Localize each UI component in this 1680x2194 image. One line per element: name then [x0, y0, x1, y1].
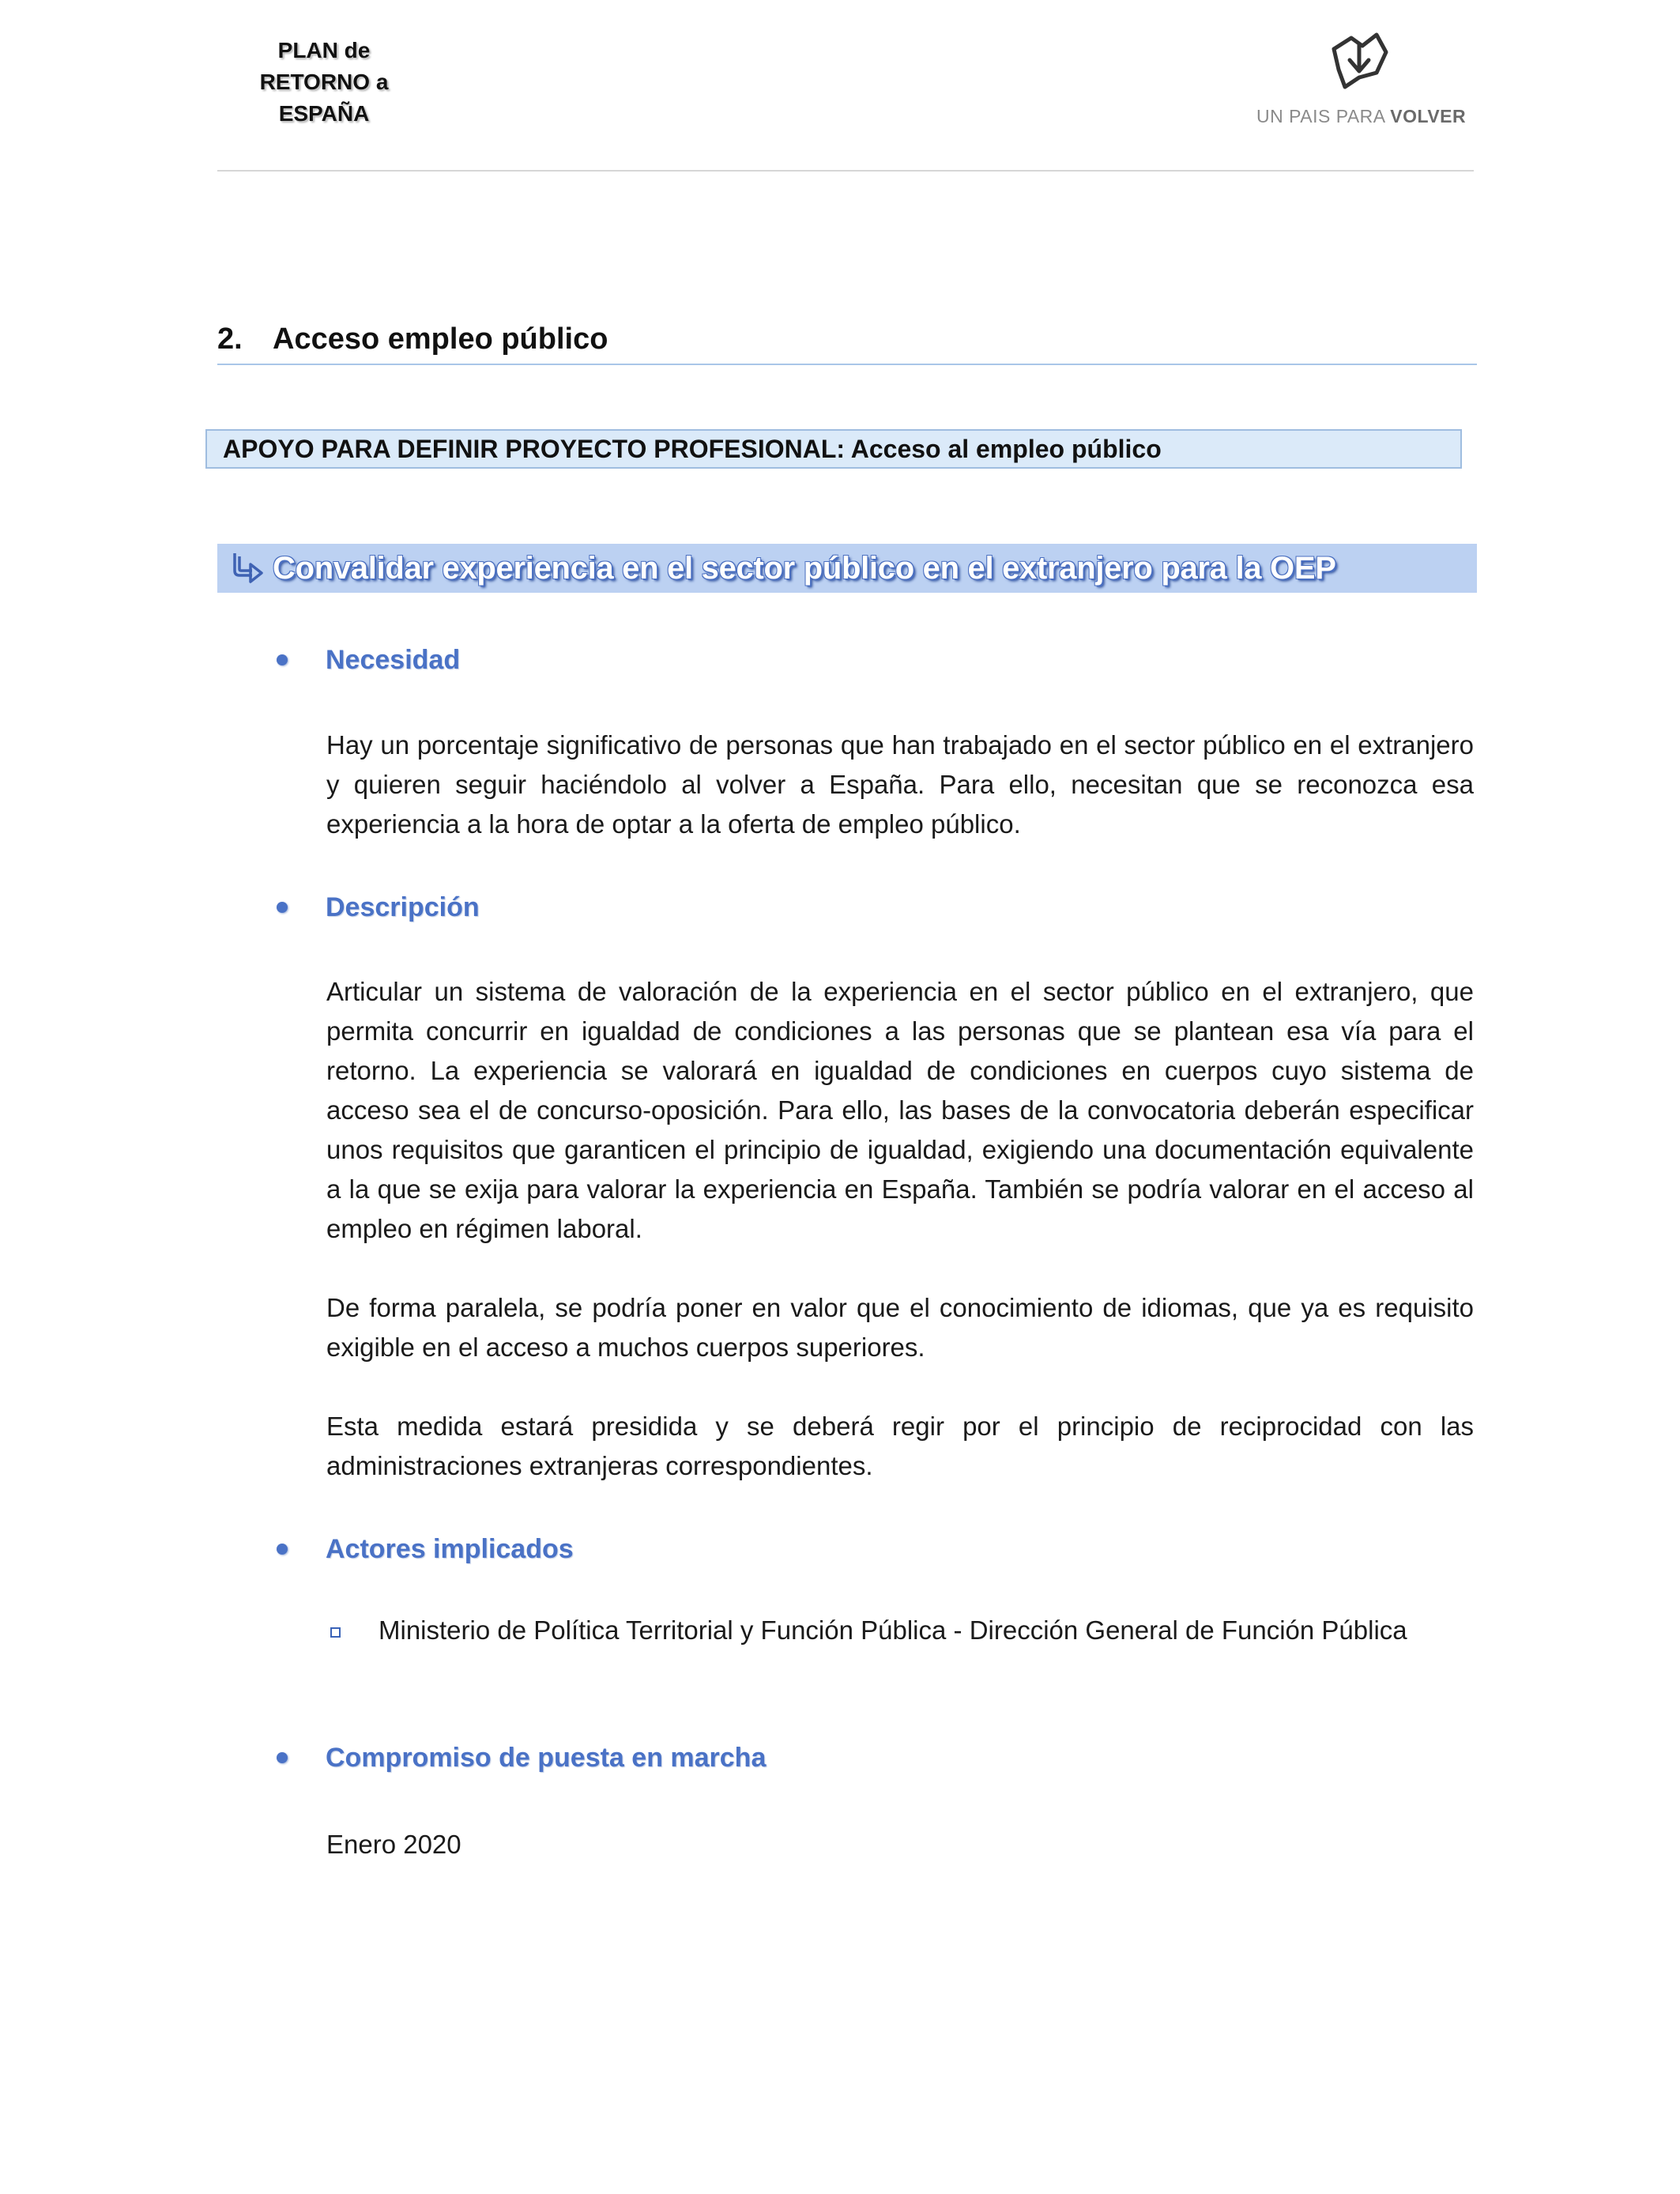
measure-title: Convalidar experiencia en el sector público en el extranjero para la OEP: [273, 551, 1336, 586]
section-title: Acceso empleo público: [273, 322, 608, 356]
logo-line-2: RETORNO a: [259, 70, 389, 94]
section-heading: [217, 322, 608, 356]
logo-line-1: PLAN de: [277, 38, 371, 62]
logo-slogan: [1256, 106, 1467, 127]
arrow-right-curved-icon: [228, 550, 265, 586]
header-divider: [217, 170, 1474, 172]
compromiso-date: Enero 2020: [326, 1830, 461, 1859]
map-pin-arrow-icon: [1328, 28, 1391, 93]
descripcion-paragraph-3: Esta medida estará presidida y se deberá regir por el principio de reciprocidad con las administraciones extranjeras correspondientes.: [326, 1412, 1474, 1480]
bullet-icon: [277, 1752, 288, 1763]
un-pais-para-volver-logo: [1256, 24, 1467, 134]
necesidad-label: Necesidad: [326, 645, 461, 675]
slogan-light: UN PAIS PARA: [1256, 106, 1385, 126]
checkbox-bullet-icon: [330, 1627, 341, 1638]
logo-line-3: ESPAÑA: [278, 101, 370, 126]
section-divider: [217, 364, 1477, 365]
compromiso-label: Compromiso de puesta en marcha: [326, 1743, 767, 1773]
project-box-label: APOYO PARA DEFINIR PROYECTO PROFESIONAL:: [223, 435, 846, 463]
bullet-icon: [277, 1544, 288, 1555]
slogan-bold: VOLVER: [1390, 106, 1467, 126]
measure-banner: [217, 544, 1477, 593]
actores-label: Actores implicados: [326, 1534, 574, 1564]
actor-text: Ministerio de Política Territorial y Función Pública - Dirección General de Función Pública: [379, 1615, 1407, 1645]
necesidad-text: Hay un porcentaje significativo de personas que han trabajado en el sector público en el extranjero y quieren seguir haciéndolo al volver a España. Para ello, necesitan que se reconozca esa experiencia a la hora de optar a la oferta de empleo público.: [326, 730, 1474, 839]
plan-retorno-logo: [237, 35, 411, 130]
section-number: 2.: [217, 322, 243, 356]
bullet-icon: [277, 902, 288, 913]
descripcion-label: Descripción: [326, 892, 480, 922]
bullet-icon: [277, 654, 288, 665]
project-box-value: Acceso al empleo público: [850, 435, 1162, 463]
descripcion-paragraph-1: Articular un sistema de valoración de la experiencia en el sector público en el extranjero, que permita concurrir en igualdad de condiciones a las personas que se plantean esa vía para el retorno. La experiencia se valorará en igualdad de condiciones en cuerpos cuyo sistema de acceso sea el de concurso-oposición. Para ello, las bases de la convocatoria deberán especificar unos requisitos que garanticen el principio de igualdad, exigiendo una documentación equivalente a la que se exija para valorar la experiencia en España. También se podría valorar en el acceso al empleo en régimen laboral.: [326, 977, 1474, 1243]
descripcion-paragraph-2: De forma paralela, se podría poner en valor que el conocimiento de idiomas, que ya es requisito exigible en el acceso a muchos cuerpos superiores.: [326, 1293, 1474, 1362]
project-box: [205, 429, 1462, 469]
